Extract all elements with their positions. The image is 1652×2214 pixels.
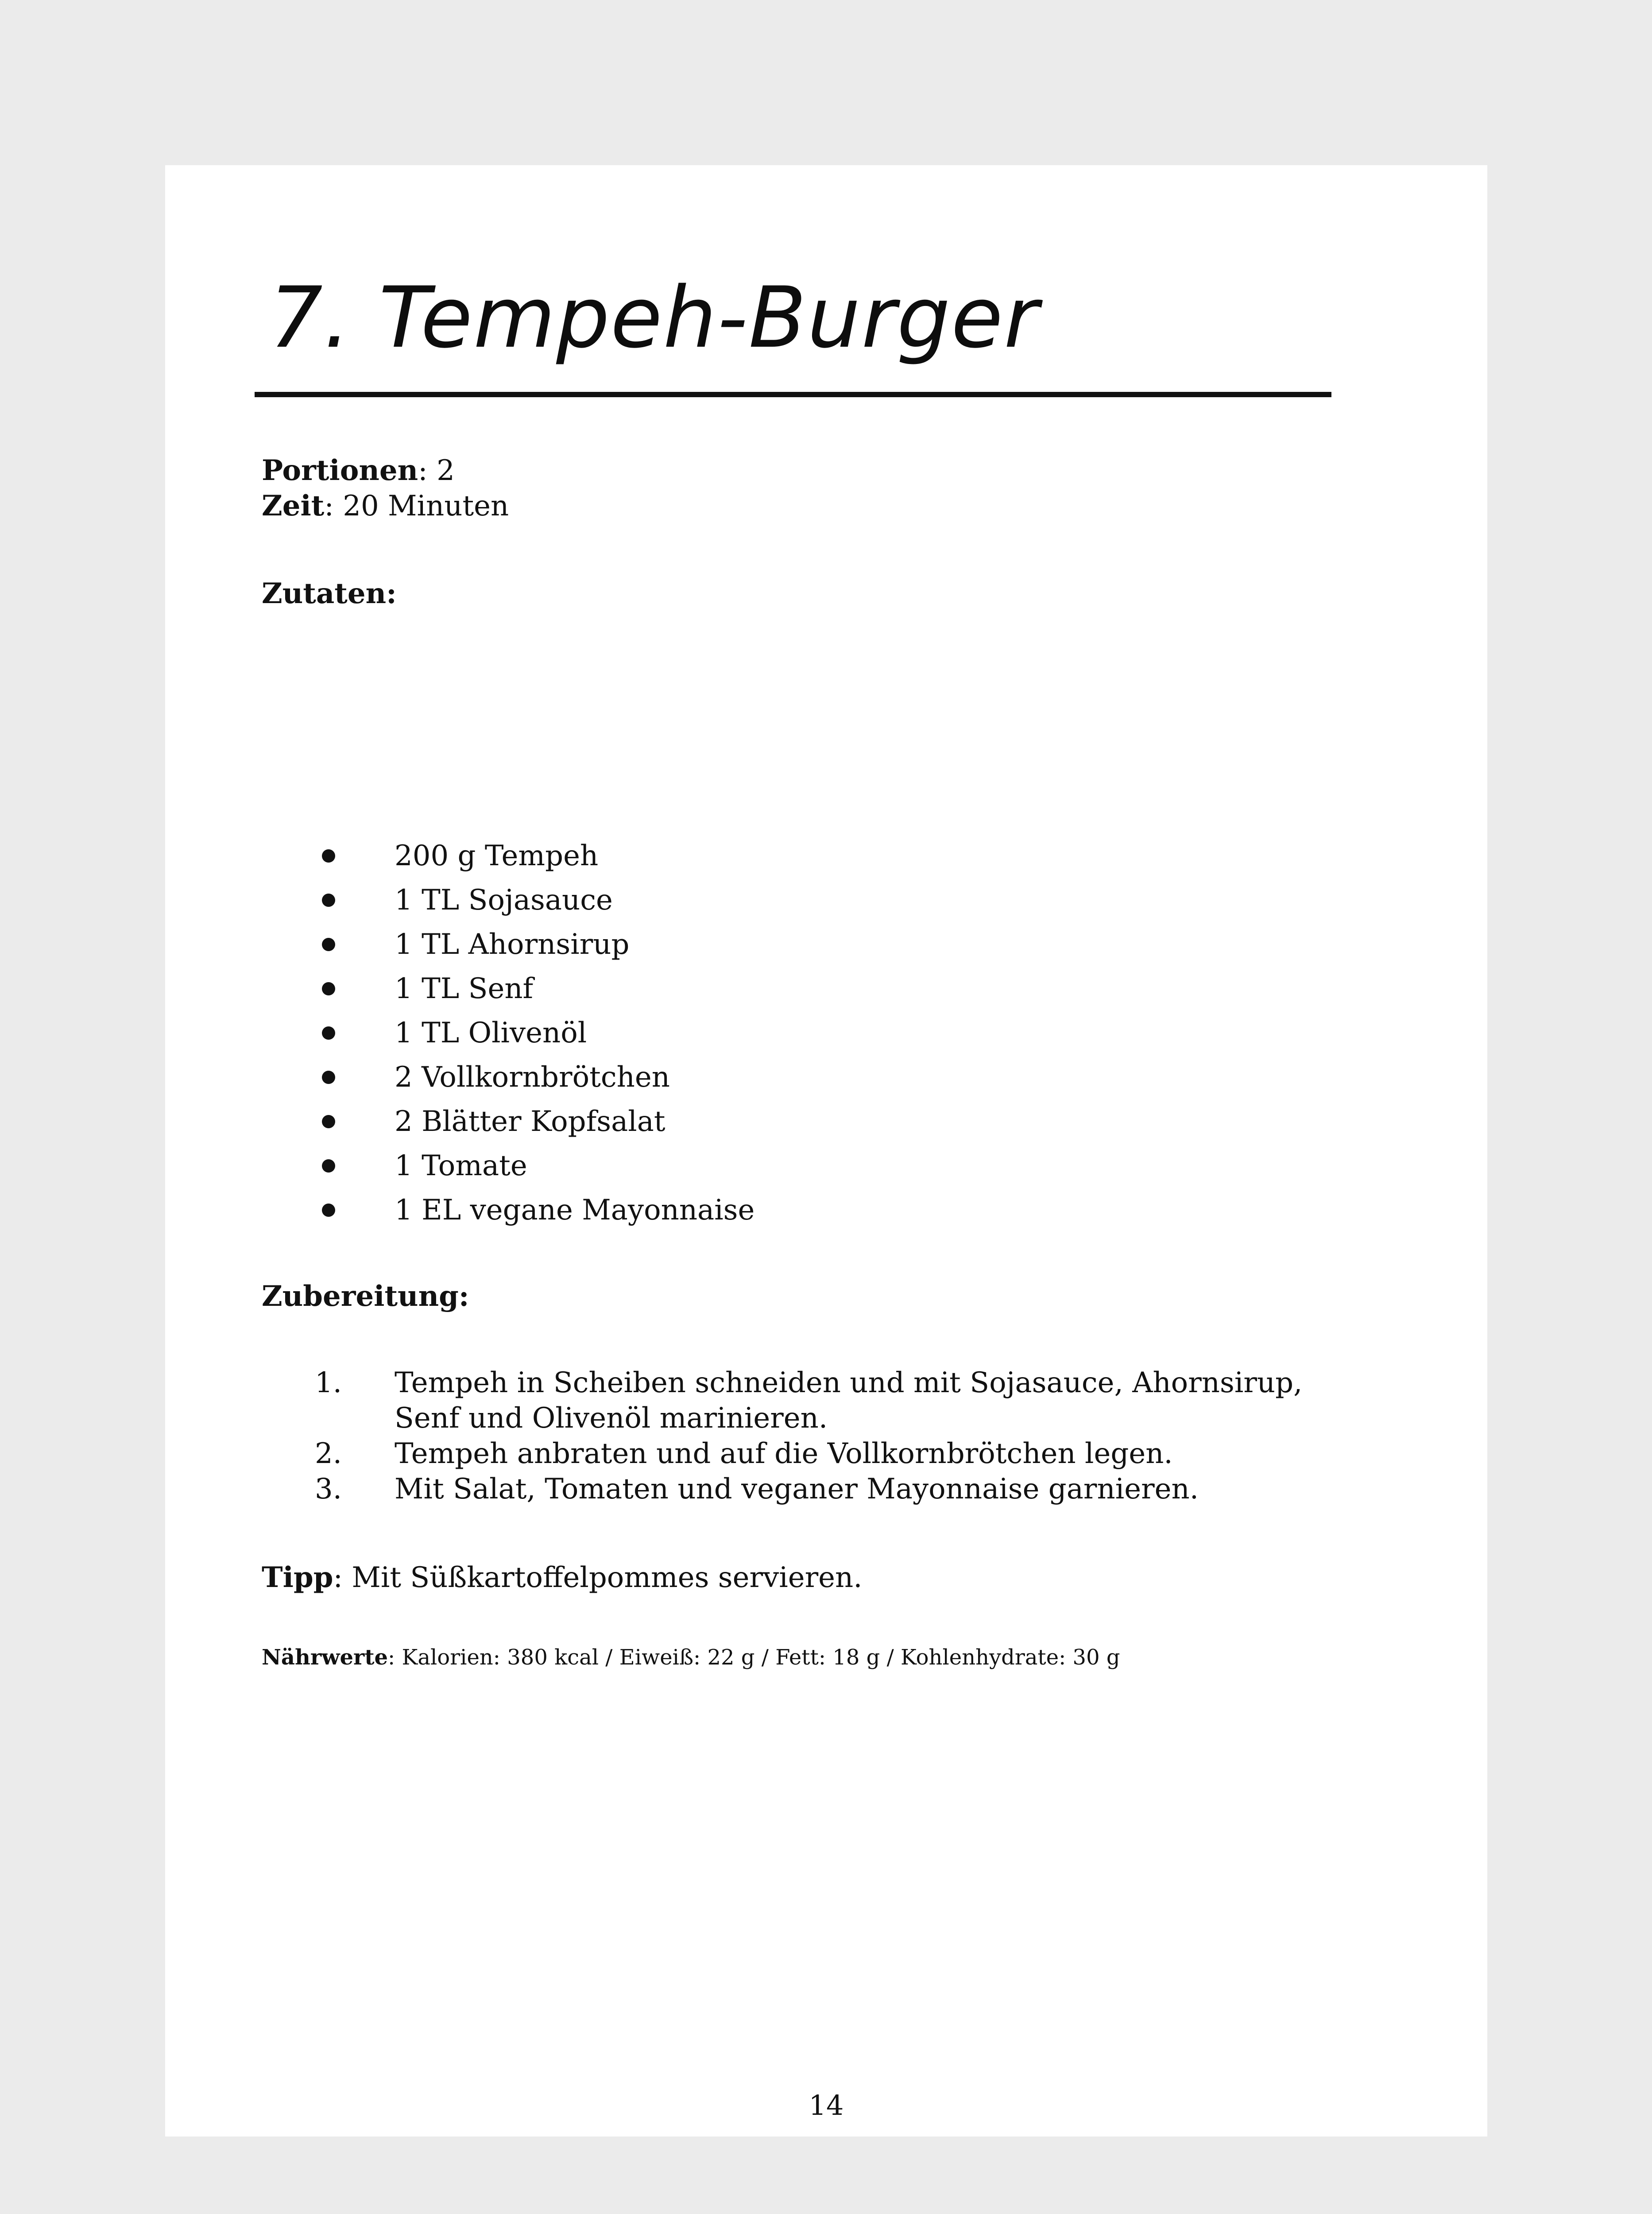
ingredient-text: 1 Tomate [395, 1150, 527, 1182]
step-text: Mit Salat, Tomaten und veganer Mayonnaise garnieren. [395, 1473, 1199, 1506]
step-item [262, 1471, 1307, 1507]
preparation-heading: Zubereitung: [262, 1280, 469, 1313]
time-value: : 20 Minuten [324, 490, 509, 523]
step-number: 3. [315, 1473, 342, 1506]
portions-line [262, 453, 455, 488]
step-list [262, 1365, 1307, 1507]
time-label: Zeit [262, 489, 325, 523]
bullet-icon [322, 894, 335, 907]
step-item [262, 1436, 1307, 1471]
bullet-icon [322, 1026, 335, 1040]
step-number: 2. [315, 1437, 342, 1470]
portions-label: Portionen [262, 454, 418, 487]
ingredient-text: 1 EL vegane Mayonnaise [395, 1194, 755, 1227]
recipe-title: 7. Tempeh-Burger [269, 269, 1040, 367]
nutrition-line [262, 1644, 1120, 1671]
ingredient-text: 2 Blätter Kopfsalat [395, 1105, 665, 1138]
step-text: Tempeh anbraten und auf die Vollkornbrötchen legen. [395, 1437, 1173, 1470]
ingredient-text: 200 g Tempeh [395, 840, 599, 872]
step-item [262, 1365, 1307, 1436]
bullet-icon [322, 938, 335, 951]
bullet-icon [322, 1071, 335, 1084]
bullet-icon [322, 1159, 335, 1173]
step-number: 1. [315, 1366, 342, 1399]
bullet-icon [322, 849, 335, 863]
bullet-icon [322, 1204, 335, 1217]
ingredients-heading: Zutaten: [262, 577, 397, 610]
tip-line [262, 1560, 863, 1595]
tip-label: Tipp [262, 1561, 333, 1594]
bullet-icon [322, 982, 335, 995]
title-underline [255, 392, 1331, 397]
ingredient-text: 1 TL Ahornsirup [395, 928, 630, 961]
time-line [262, 488, 509, 524]
ingredient-text: 1 TL Sojasauce [395, 884, 613, 917]
page-number: 14 [809, 2089, 844, 2121]
tip-text: : Mit Süßkartoffelpommes servieren. [333, 1561, 863, 1594]
ingredient-text: 1 TL Olivenöl [395, 1017, 587, 1049]
bullet-icon [322, 1115, 335, 1128]
portions-value: : 2 [418, 454, 455, 487]
nutrition-label: Nährwerte [262, 1645, 388, 1670]
nutrition-text: : Kalorien: 380 kcal / Eiweiß: 22 g / Fett: 18 g / Kohlenhydrate: 30 g [388, 1645, 1120, 1670]
ingredient-text: 1 TL Senf [395, 972, 534, 1005]
ingredient-text: 2 Vollkornbrötchen [395, 1061, 670, 1094]
step-text: Tempeh in Scheiben schneiden und mit Sojasauce, Ahornsirup, Senf und Olivenöl marinieren. [395, 1366, 1303, 1435]
document-page [165, 165, 1487, 2137]
